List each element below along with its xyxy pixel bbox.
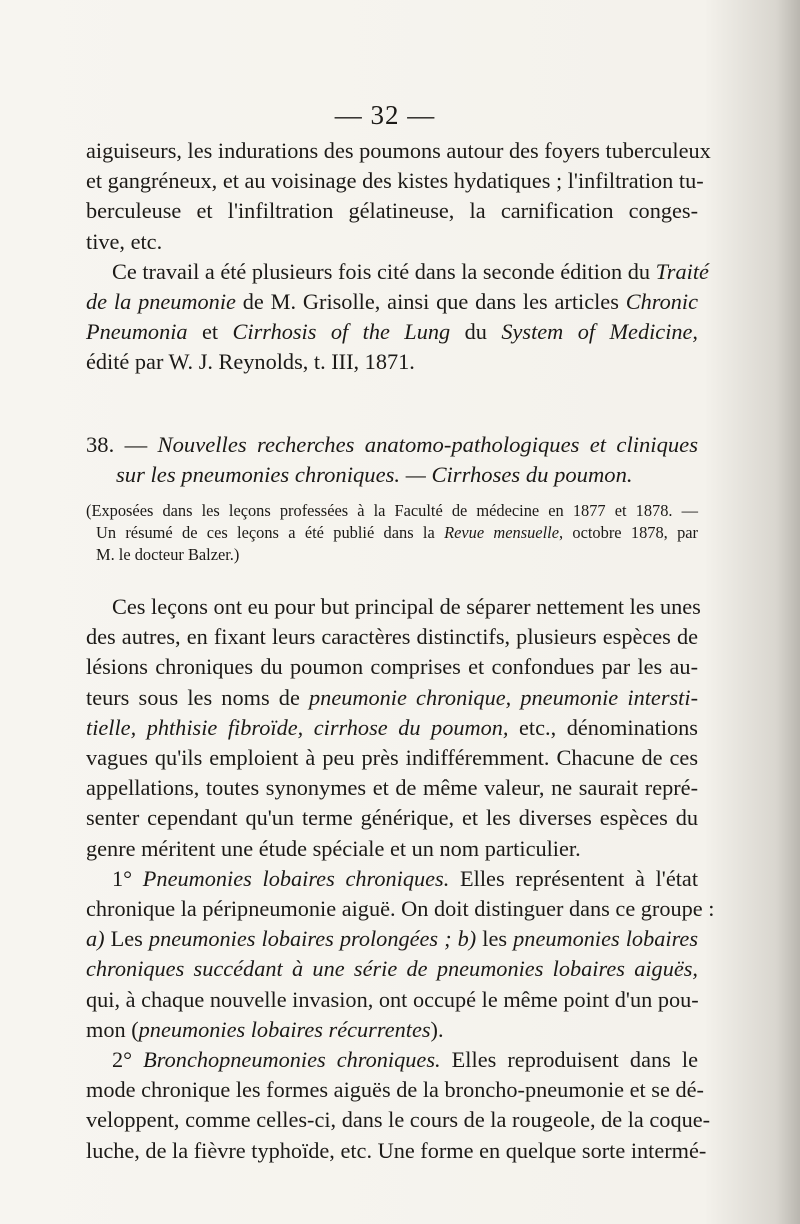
text-line: mon (pneumonies lobaires récurrentes). xyxy=(86,1016,444,1042)
page-number: — 32 — xyxy=(334,100,436,130)
text-line: des autres, en fixant leurs caractères distinctifs, plusieurs espèces de xyxy=(86,624,698,650)
note-line: M. le docteur Balzer.) xyxy=(96,545,240,564)
note-line: (Exposées dans les leçons professées à la Faculté de médecine en 1877 et 1878. — xyxy=(86,501,698,520)
body-text xyxy=(86,592,715,1166)
text-line: tielle, phthisie fibroïde, cirrhose du poumon, etc., dénominations xyxy=(86,714,698,740)
text-line: appellations, toutes synonymes et de même valeur, ne saurait repré- xyxy=(86,775,698,801)
text-line: veloppent, comme celles-ci, dans le cours de la rougeole, de la coque- xyxy=(86,1107,711,1133)
citation-line: de la pneumonie de M. Grisolle, ainsi que dans les articles Chronic xyxy=(86,289,698,315)
intro-block xyxy=(86,136,711,378)
text-line: 1° Pneumonies lobaires chroniques. Elles représentent à l'état xyxy=(112,865,699,891)
text-line: senter cependant qu'un terme générique, et les diverses espèces du xyxy=(86,805,698,831)
text-line: vagues qu'ils emploient à peu près indifféremment. Chacune de ces xyxy=(86,745,698,771)
note-line: Un résumé de ces leçons a été publié dans la Revue mensuelle, octobre 1878, par xyxy=(96,523,698,542)
text-line: luche, de la fièvre typhoïde, etc. Une forme en quelque sorte intermé- xyxy=(86,1137,707,1163)
text-line: Ces leçons ont eu pour but principal de séparer nettement les unes xyxy=(112,594,701,619)
text-line: 2° Bronchopneumonies chroniques. Elles reproduisent dans le xyxy=(112,1047,698,1073)
citation-line: édité par W. J. Reynolds, t. III, 1871. xyxy=(86,349,415,375)
text-line: genre méritent une étude spéciale et un nom particulier. xyxy=(86,835,581,861)
text-line: a) Les pneumonies lobaires prolongées ; b) les pneumonies lobaires xyxy=(86,926,698,952)
text-line: berculeuse et l'infiltration gélatineuse, la carnification conges- xyxy=(86,198,698,224)
text-line: teurs sous les noms de pneumonie chronique, pneumonie intersti- xyxy=(86,684,698,710)
citation-line: Pneumonia et Cirrhosis of the Lung du System of Medicine, xyxy=(86,319,699,345)
citation-line: Ce travail a été plusieurs fois cité dans la seconde édition du Traité xyxy=(112,258,709,284)
text-line: aiguiseurs, les indurations des poumons autour des foyers tuberculeux xyxy=(86,138,711,163)
text-line: chroniques succédant à une série de pneumonies lobaires aiguës, xyxy=(86,956,698,982)
text-line: tive, etc. xyxy=(86,228,163,254)
text-line: chronique la péripneumonie aiguë. On doit distinguer dans ce groupe : xyxy=(86,896,715,922)
text-line: et gangréneux, et au voisinage des kistes hydatiques ; l'infiltration tu- xyxy=(86,168,704,194)
text-line: lésions chroniques du poumon comprises et confondues par les au- xyxy=(86,654,698,680)
text-line: qui, à chaque nouvelle invasion, ont occupé le même point d'un pou- xyxy=(86,986,699,1012)
text-line: mode chronique les formes aiguës de la broncho-pneumonie et se dé- xyxy=(86,1077,704,1103)
entry-title-line: 38. — Nouvelles recherches anatomo-pathologiques et cliniques xyxy=(86,432,698,457)
entry-heading xyxy=(86,430,698,490)
entry-note xyxy=(86,500,698,566)
entry-title-line: sur les pneumonies chroniques. — Cirrhoses du poumon. xyxy=(116,462,633,487)
